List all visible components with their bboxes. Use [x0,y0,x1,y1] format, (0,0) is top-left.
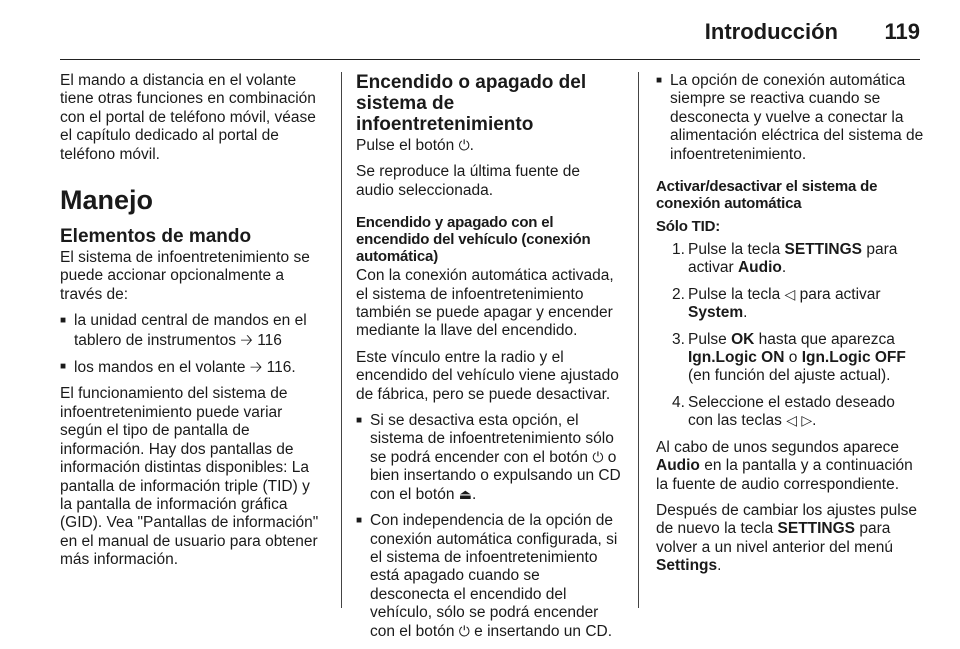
list-item: ■ La opción de conexión automática siempre se reactiva cuando se desconecta y vuelve a conectar la alimentación eléctrica del sistema de infoentretenimiento. [656,72,924,164]
list-item: 3. Pulse OK hasta que aparezca Ign.Logic ON o Ign.Logic OFF (en función del ajuste actual). [672,330,906,385]
page-number: 119 [884,19,920,44]
bullet-text: la unidad central de mandos en el tablero de instrumentos [74,312,307,349]
list-item [60,312,326,350]
column-2 [356,72,622,649]
power-button-icon: ⏻ [458,138,470,154]
paragraph-display-types: El funcionamiento del sistema de infoentretenimiento puede variar según el tipo de pantalla de información. Hay dos pantallas de información distintas disponibles: La pantalla de información triple (TID) y la pantalla de información gráfica (GID). Vea "Pantallas de información" en el manual de usuario para obtener más información. [60,385,319,569]
paragraph-audio-appears: Al cabo de unos segundos aparece Audio en la pantalla y a continuación la fuente de audio correspondiente. [656,438,913,493]
column-1 [60,72,326,578]
page-reference-arrow-icon: 🡢 [240,330,253,349]
page-ref: 116. [266,359,296,377]
right-arrow-key-icon: ▷ [801,413,813,430]
paragraph-auto-connect: Con la conexión automática activada, el sistema de infoentretenimiento también se puede apagar y encender mediante la llave del encendido. [356,267,614,340]
paragraph-controls-intro: El sistema de infoentretenimiento se puede accionar opcionalmente a través de: [60,249,310,303]
list-item: ■ Si se desactiva esta opción, el sistema de infoentretenimiento sólo se podrá encender con el botón ⏻ o bien insertando o expulsando un CD con el botón ⏏. [356,412,622,504]
intro-paragraph: El mando a distancia en el volante tiene otras funciones en combinación con el portal de teléfono móvil, véase el capítulo dedicado al portal de teléfono móvil. [60,72,316,163]
heading-ignition-logic: Encendido y apagado con el encendido del vehículo (conexión automática) [356,214,591,266]
list-item: 4. Seleccione el estado deseado con las teclas ◁ ▷. [672,393,895,430]
left-arrow-key-icon: ◁ [784,286,796,303]
heading-elementos-de-mando: Elementos de mando [60,226,252,248]
header-rule [60,59,920,60]
section-title: Introducción [704,19,838,44]
settings-key-label: SETTINGS [784,241,863,259]
list-item: ■ Con independencia de la opción de conexión automática configurada, si el sistema de infoentretenimiento está apagado cuando se desconecta el encendido del vehículo, sólo se podrá encender con el botón ⏻ e insertando un CD. [356,512,622,641]
heading-manejo: Manejo [60,185,154,216]
power-button-icon: ⏻ [458,623,470,640]
heading-encendido-apagado: Encendido o apagado del sistema de infoentretenimiento [356,72,587,135]
list-item: 2. Pulse la tecla ◁ para activar System. [672,285,881,322]
page-reference-arrow-icon: 🡢 [249,358,263,377]
column-3 [656,72,924,584]
paragraph-factory-setting: Este vínculo entre la radio y el encendido del vehículo viene ajustado de fábrica, pero se puede desactivar. [356,348,619,403]
column-divider-2 [638,72,639,608]
list-item: 1. Pulse la tecla SETTINGS para activar Audio. [672,241,898,277]
paragraph-return-menu: Después de cambiar los ajustes pulse de nuevo la tecla SETTINGS para volver a un nivel anterior del menú Settings. [656,501,918,575]
column-divider-1 [341,72,342,608]
bullet-text: los mandos en el volante [74,359,246,377]
paragraph-last-source: Se reproduce la última fuente de audio seleccionada. [356,163,581,199]
steps-list [668,241,924,431]
list-item [60,358,326,377]
power-button-icon: ⏻ [592,449,604,466]
page-header [60,14,920,58]
page-ref: 116 [257,331,282,349]
heading-tid-only: Sólo TID: [656,218,721,236]
heading-activate-auto-connect: Activar/desactivar el sistema de conexión automática [656,178,878,213]
paragraph-press-power: Pulse el botón ⏻. [356,137,474,154]
left-arrow-key-icon: ◁ [786,413,798,430]
eject-button-icon: ⏏ [458,486,473,503]
